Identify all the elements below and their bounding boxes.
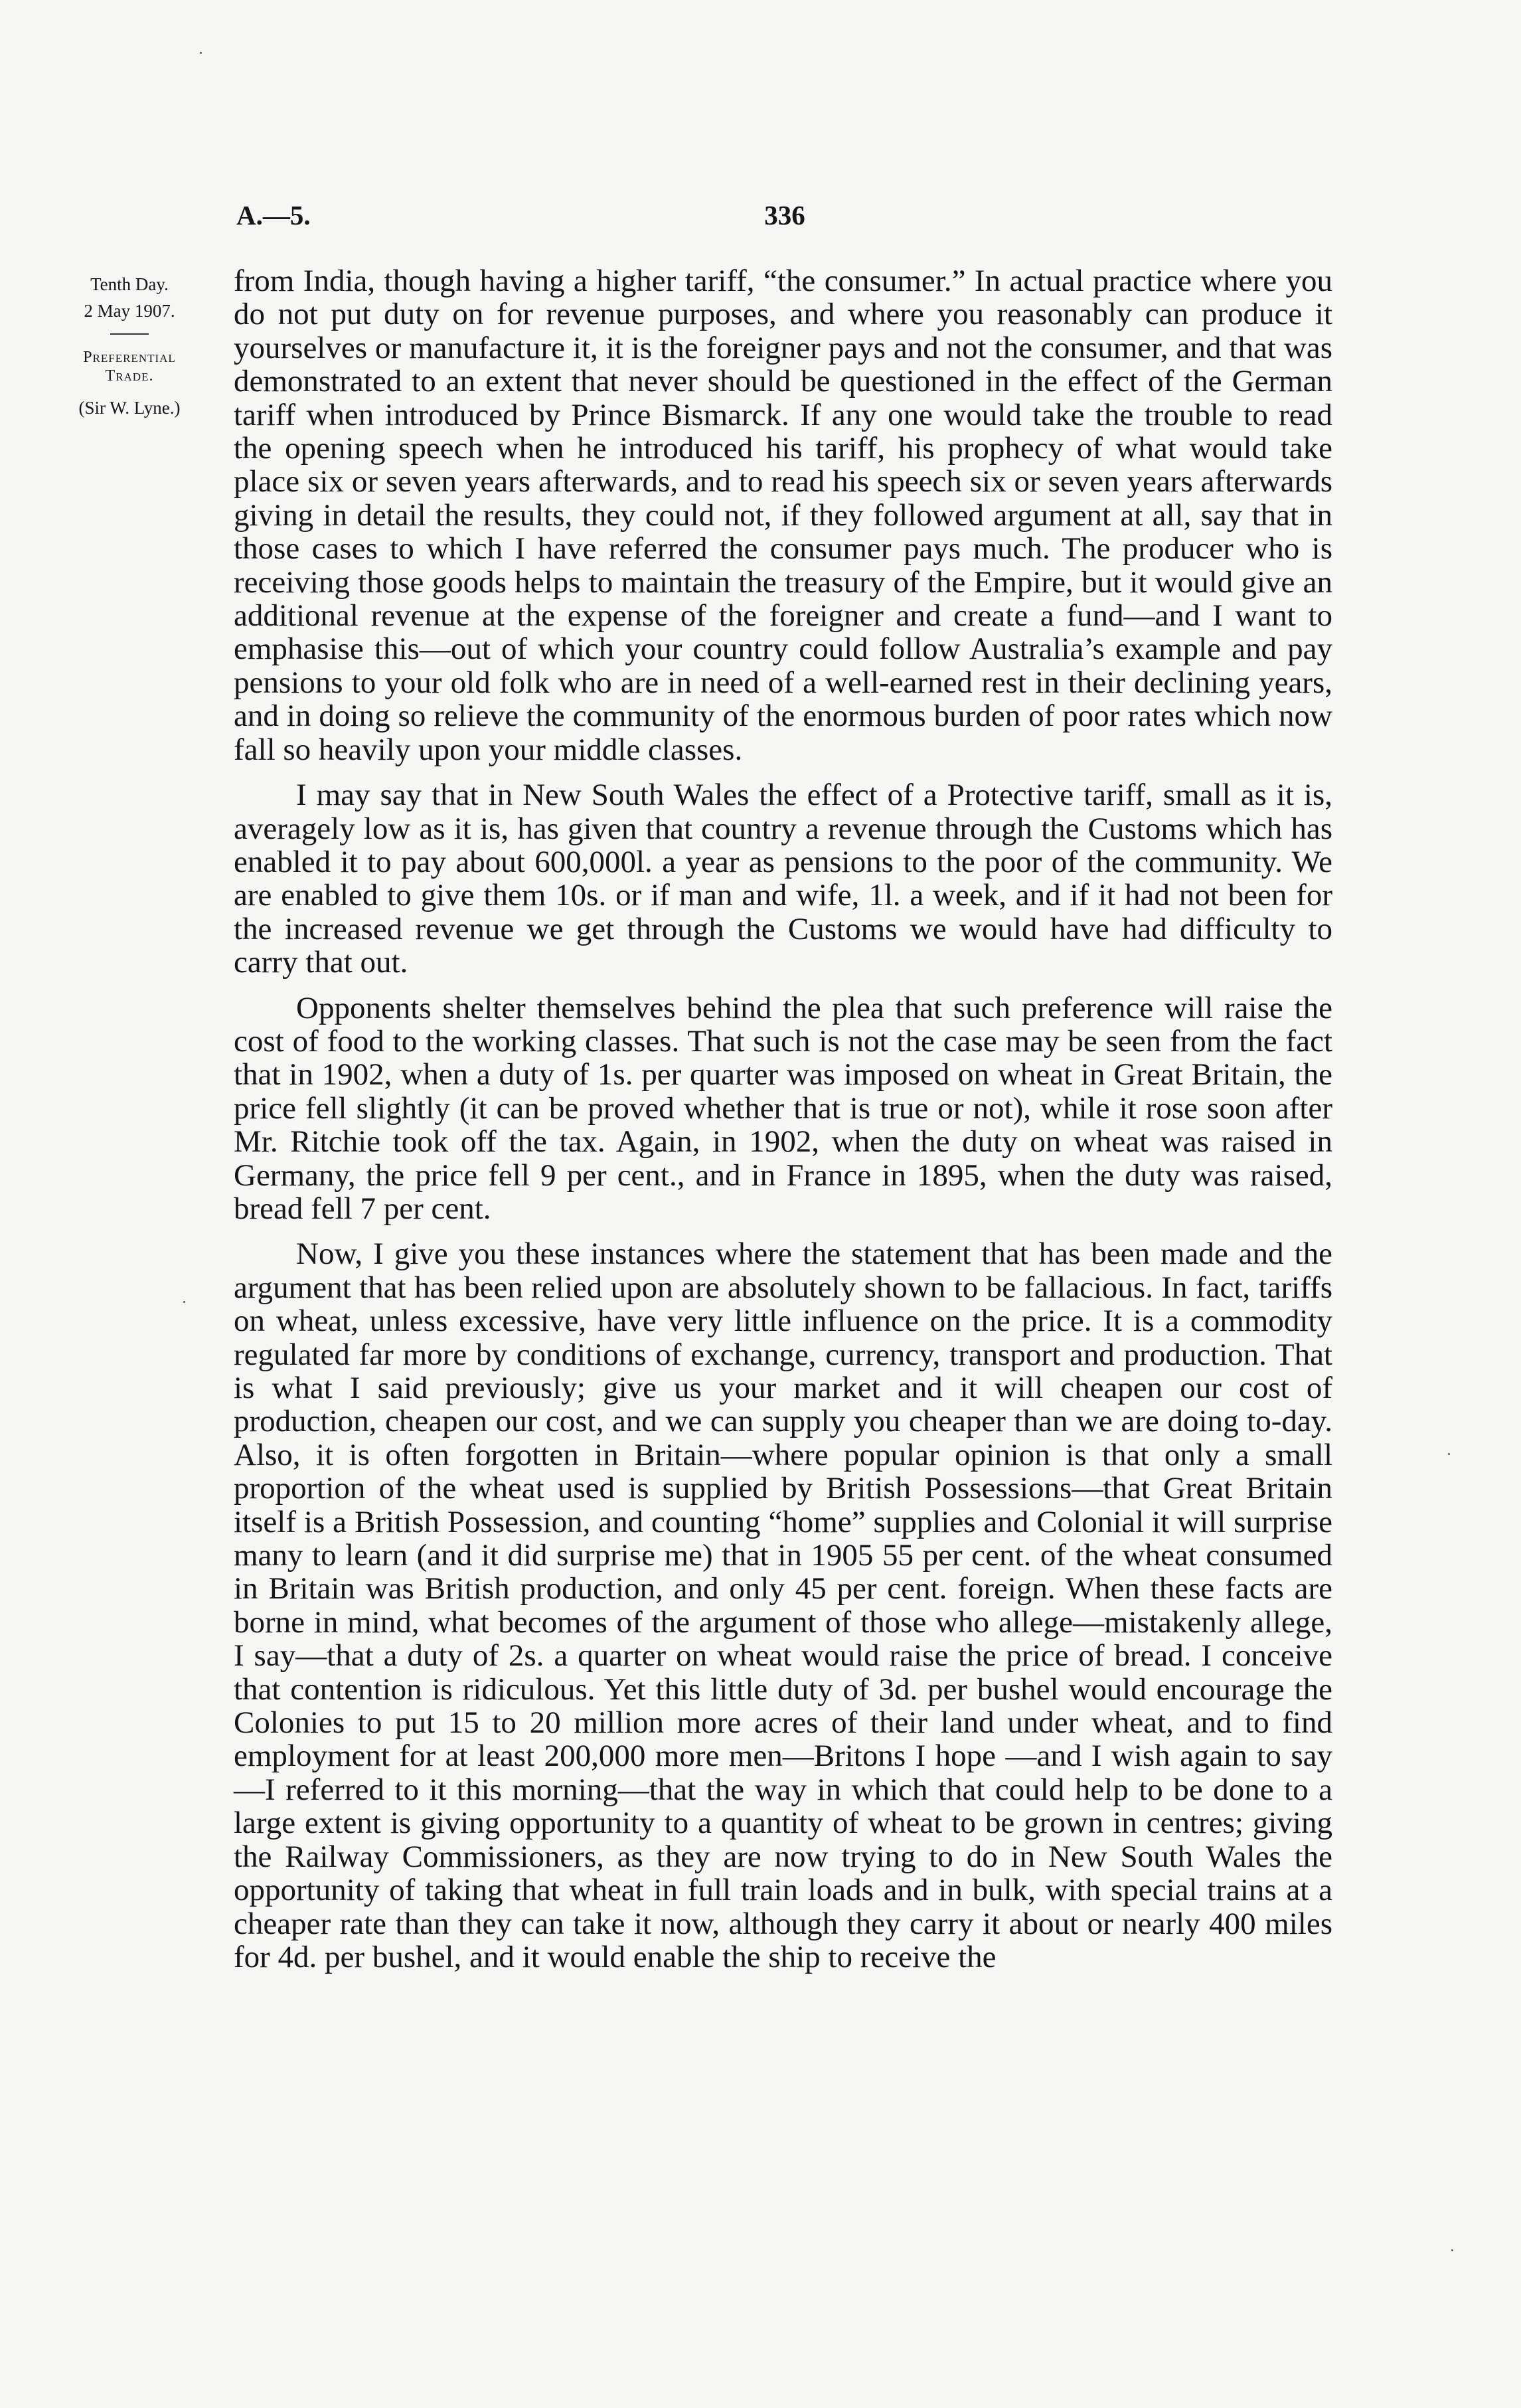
paragraph: from India, though having a higher tariff, “the consumer.” In actual practice where you do not put duty on for revenue purposes, and where you reasonably can produce it yourselves or manufacture it, it is the foreigner pays and not the consumer, and that was demonstrated to an extent that never should be questioned in the effect of the German tariff when introduced by Prince Bismarck. If any one would take the trouble to read the opening speech when he introduced his tariff, his prophecy of what would take place six or seven years afterwards, and to read his speech six or seven years afterwards giving in detail the results, they could not, if they followed argument at all, say that in those cases to which I have referred the consumer pays much. The producer who is receiving those goods helps to maintain the treasury of the Empire, but it would give an additional revenue at the expense of the foreigner and create a fund—and I want to emphasise this—out of which your country could follow Australia’s example and pay pensions to your old folk who are in need of a well-earned rest in their declining years, and in doing so relieve the community of the enormous burden of poor rates which now fall so heavily upon your middle classes. — [234, 264, 1332, 767]
margin-topic-line2: Trade. — [105, 367, 154, 385]
paragraph: Opponents shelter themselves behind the plea that such preference will raise the cost of food to the working classes. That such is not the case may be seen from the fact that in 1902, when a duty of 1s. per quarter was imposed on wheat in Great Britain, the price fell slightly (it can be proved whether that is true or not), while it rose soon after Mr. Ritchie took off the tax. Again, in 1902, when the duty on wheat was raised in Germany, the price fell 9 per cent., and in France in 1895, when the duty was raised, bread fell 7 per cent. — [234, 990, 1332, 1226]
scan-speck — [200, 52, 202, 54]
paragraph: Now, I give you these instances where the statement that has been made and the argument that has been relied upon are absolutely shown to be fallacious. In fact, tariffs on wheat, unless excessive, have very little influence on the price. It is a commodity regulated far more by conditions of exchange, currency, transport and production. That is what I said previously; give us your market and it will cheapen our cost of production, cheapen our cost, and we can supply you cheaper than we are doing to-day. Also, it is often forgotten in Britain—where popular opinion is that only a small proportion of the wheat used is supplied by British Possessions—that Great Britain itself is a British Possession, and counting “home” supplies and Colonial it will surprise many to learn (and it did surprise me) that in 1905 55 per cent. of the wheat consumed in Britain was British production, and only 45 per cent. foreign. When these facts are borne in mind, what becomes of the argument of those who allege—mistakenly allege, I say—that a duty of 2s. a quarter on wheat would raise the price of bread. I conceive that contention is ridiculous. Yet this little duty of 3d. per bushel would encourage the Colonies to put 15 to 20 million more acres of their land under wheat, and to find employment for at least 200,000 more men—Britons I hope —and I wish again to say—I referred to it this morning—that the way in which that could help to be done to a large extent is giving opportunity to a quantity of wheat to be grown in centres; giving the Railway Commissioners, as they are now trying to do in New South Wales the opportunity of taking that wheat in full train loads and in bulk, with special trains at a cheaper rate than they can take it now, although they carry it about or nearly 400 miles for 4d. per bushel, and it would enable the ship to receive the — [234, 1237, 1332, 1974]
margin-topic-line1: Preferential — [83, 349, 176, 366]
page-number: 336 — [764, 200, 805, 230]
scan-speck — [1448, 1453, 1450, 1455]
margin-note — [40, 271, 219, 421]
margin-date: 2 May 1907. — [84, 301, 175, 321]
margin-speaker: (Sir W. Lyne.) — [78, 398, 181, 418]
document-series: A.—5. — [236, 200, 311, 230]
scan-speck — [183, 1301, 185, 1303]
scan-speck — [1451, 2249, 1453, 2251]
page-header — [236, 199, 1333, 239]
body-text — [234, 264, 1332, 1986]
margin-divider — [110, 333, 149, 335]
margin-day: Tenth Day. — [90, 274, 169, 294]
paragraph: I may say that in New South Wales the effect of a Protective tariff, small as it is, averagely low as it is, has given that country a revenue through the Customs which has enabled it to pay about 600,000l. a year as pensions to the poor of the community. We are enabled to give them 10s. or if man and wife, 1l. a week, and if it had not been for the increased revenue we get through the Customs we would have had difficulty to carry that out. — [234, 778, 1332, 980]
